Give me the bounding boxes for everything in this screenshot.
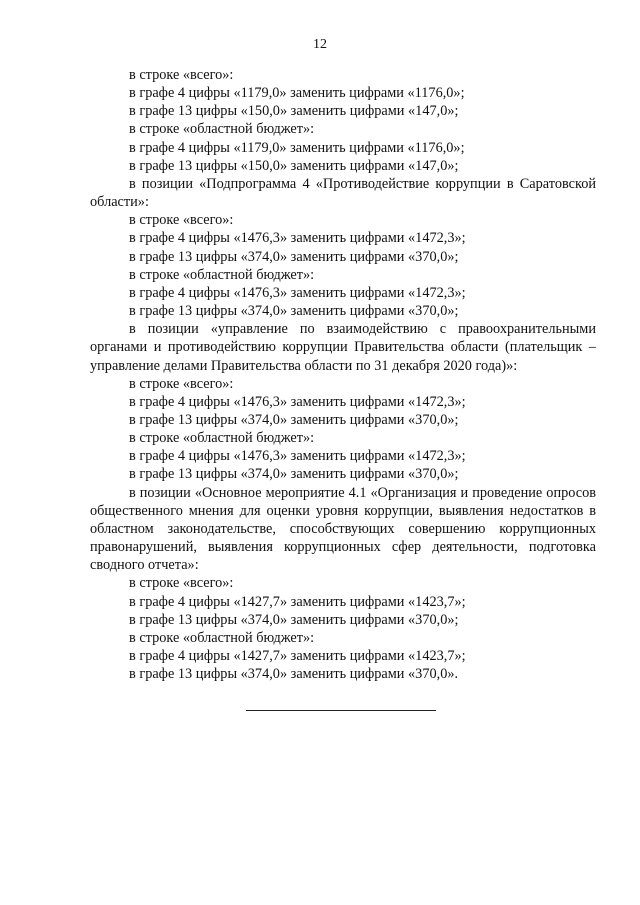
text-line: в строке «всего»: [129,575,234,592]
text-line: в графе 13 цифры «374,0» заменить цифрами «370,0»; [129,303,459,320]
text-line: в графе 13 цифры «374,0» заменить цифрами «370,0»; [129,611,459,628]
page-number: 12 [313,37,327,52]
text-line: в графе 13 цифры «374,0» заменить цифрами «370,0». [129,666,459,683]
text-line: в графе 4 цифры «1427,7» заменить цифрами «1423,7»; [129,648,466,664]
text-line: в графе 13 цифры «150,0» заменить цифрами «147,0»; [129,103,459,120]
text-line: в строке «областной бюджет»: [129,430,315,447]
text-line: в строке «областной бюджет»: [129,266,315,283]
text-line: в графе 4 цифры «1179,0» заменить цифрами «1176,0»; [129,85,465,102]
text-line: в графе 13 цифры «150,0» заменить цифрами «147,0»; [129,157,459,174]
text-line: в графе 4 цифры «1476,3» заменить цифрами «1472,3»; [129,284,466,301]
text-line: в строке «всего»: [129,375,234,392]
end-divider [246,710,436,711]
text-line: в графе 4 цифры «1476,3» заменить цифрами «1472,3»; [129,230,466,247]
text-line: в строке «всего»: [129,212,234,229]
text-line: в графе 4 цифры «1427,7» заменить цифрами «1423,7»; [129,593,466,610]
text-line: в строке «областной бюджет»: [129,629,315,646]
text-line: в графе 13 цифры «374,0» заменить цифрами «370,0»; [129,466,459,483]
paragraph: в позиции «Основное мероприятие 4.1 «Организация и проведение опросов общественного мнения для оценки уровня коррупции, выявления недостатков в областном законодательстве, способствующих совершению коррупционных правонарушений, выявления коррупционных сфер деятельности, подготовка сводного отчета»: [90,484,596,574]
text-line: в графе 13 цифры «374,0» заменить цифрами «370,0»; [129,248,459,265]
document-body [90,66,596,683]
text-line: в графе 4 цифры «1476,3» заменить цифрами «1472,3»; [129,393,466,410]
paragraph: в позиции «управление по взаимодействию с правоохранительными органами и противодействию коррупции Правительства области (плательщик – управление делами Правительства области по 31 декабря 2020 года)»: [90,321,596,374]
text-line: в графе 13 цифры «374,0» заменить цифрами «370,0»; [129,411,459,428]
paragraph: в позиции «Подпрограмма 4 «Противодействие коррупции в Саратовской области»: [90,175,596,211]
text-line: в графе 4 цифры «1179,0» заменить цифрами «1176,0»; [129,139,465,156]
text-line: в строке «всего»: [129,67,234,83]
text-line: в графе 4 цифры «1476,3» заменить цифрами «1472,3»; [129,448,466,465]
text-line: в строке «областной бюджет»: [129,121,315,138]
